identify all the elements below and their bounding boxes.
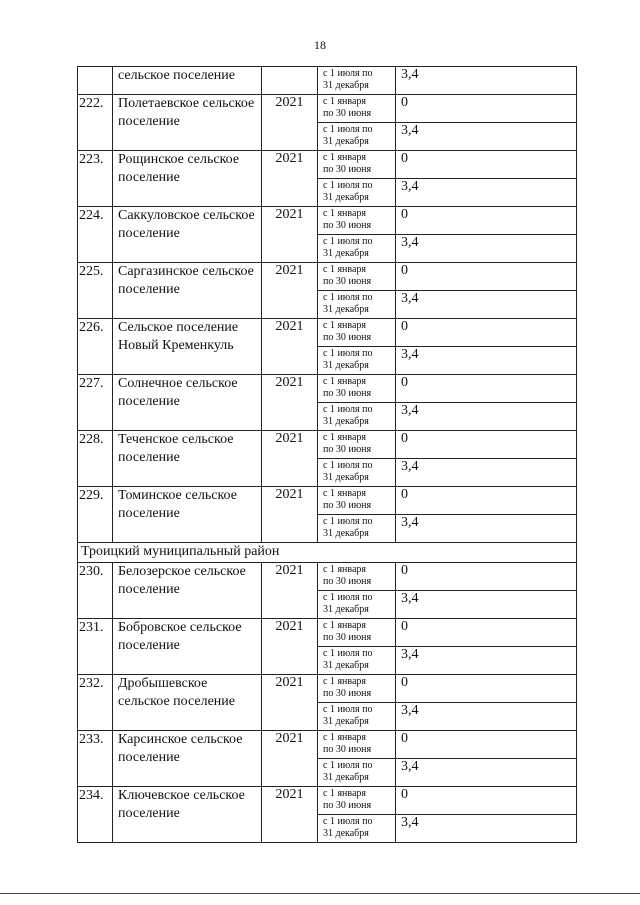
rate-cell: 0 [396,619,577,647]
row-number: 226. [78,319,113,375]
rate-cell: 3,4 [396,759,577,787]
period-cell: с 1 июля по 31 декабря [318,591,396,619]
period-cell: с 1 января по 30 июня [318,151,396,179]
year-cell: 2021 [262,731,318,787]
settlement-name: Ключевское сельское поселение [113,787,262,843]
period-cell: с 1 января по 30 июня [318,431,396,459]
row-number: 227. [78,375,113,431]
rate-cell: 0 [396,375,577,403]
rate-cell: 0 [396,263,577,291]
year-cell: 2021 [262,563,318,619]
settlement-name: Сельское поселение Новый Кременкуль [113,319,262,375]
period-cell: с 1 июля по 31 декабря [318,403,396,431]
period-cell: с 1 июля по 31 декабря [318,291,396,319]
rate-cell: 3,4 [396,591,577,619]
row-number: 223. [78,151,113,207]
table-row [78,67,577,95]
table-row [78,207,577,235]
section-row [78,543,577,563]
row-number: 234. [78,787,113,843]
period-cell: с 1 января по 30 июня [318,675,396,703]
year-cell [262,67,318,95]
settlement-name: Солнечное сельское поселение [113,375,262,431]
rate-cell: 3,4 [396,459,577,487]
year-cell: 2021 [262,787,318,843]
year-cell: 2021 [262,375,318,431]
table-row [78,731,577,759]
settlement-name: Дробышевское сельское поселение [113,675,262,731]
row-number: 222. [78,95,113,151]
rate-cell: 3,4 [396,291,577,319]
rate-cell: 0 [396,731,577,759]
period-cell: с 1 января по 30 июня [318,619,396,647]
period-cell: с 1 июля по 31 декабря [318,123,396,151]
settlement-name: сельское поселение [113,67,262,95]
settlement-name: Томинское сельское поселение [113,487,262,543]
period-cell: с 1 июля по 31 декабря [318,815,396,843]
settlement-name: Теченское сельское поселение [113,431,262,487]
year-cell: 2021 [262,95,318,151]
table-row [78,375,577,403]
settlement-name: Рощинское сельское поселение [113,151,262,207]
rate-cell: 0 [396,431,577,459]
rate-cell: 0 [396,95,577,123]
period-cell: с 1 июля по 31 декабря [318,459,396,487]
period-cell: с 1 июля по 31 декабря [318,703,396,731]
rate-cell: 3,4 [396,235,577,263]
rate-cell: 0 [396,563,577,591]
row-number: 228. [78,431,113,487]
period-cell: с 1 января по 30 июня [318,787,396,815]
rate-cell: 3,4 [396,703,577,731]
rate-cell: 0 [396,675,577,703]
year-cell: 2021 [262,619,318,675]
rate-cell: 0 [396,207,577,235]
period-cell: с 1 июля по 31 декабря [318,235,396,263]
row-number: 230. [78,563,113,619]
year-cell: 2021 [262,207,318,263]
year-cell: 2021 [262,263,318,319]
page-number: 18 [314,38,326,52]
section-title: Троицкий муниципальный район [78,543,577,563]
settlement-name: Карсинское сельское поселение [113,731,262,787]
table-row [78,263,577,291]
year-cell: 2021 [262,151,318,207]
row-number: 233. [78,731,113,787]
rate-cell: 0 [396,151,577,179]
rate-cell: 3,4 [396,403,577,431]
row-number: 229. [78,487,113,543]
year-cell: 2021 [262,431,318,487]
row-number [78,67,113,95]
rate-cell: 3,4 [396,123,577,151]
period-cell: с 1 июля по 31 декабря [318,647,396,675]
settlement-name: Саккуловское сельское поселение [113,207,262,263]
rate-cell: 3,4 [396,515,577,543]
settlements-table [77,66,577,843]
rate-cell: 0 [396,319,577,347]
rate-cell: 3,4 [396,67,577,95]
table-row [78,787,577,815]
row-number: 232. [78,675,113,731]
table-row [78,151,577,179]
rate-cell: 0 [396,787,577,815]
table-row [78,319,577,347]
year-cell: 2021 [262,487,318,543]
row-number: 231. [78,619,113,675]
table-row [78,95,577,123]
period-cell: с 1 января по 30 июня [318,95,396,123]
settlement-name: Полетаевское сельское поселение [113,95,262,151]
rate-cell: 3,4 [396,347,577,375]
rate-cell: 0 [396,487,577,515]
rate-cell: 3,4 [396,647,577,675]
period-cell: с 1 июля по 31 декабря [318,179,396,207]
settlement-name: Бобровское сельское поселение [113,619,262,675]
period-cell: с 1 июля по 31 декабря [318,67,396,95]
period-cell: с 1 января по 30 июня [318,207,396,235]
row-number: 225. [78,263,113,319]
period-cell: с 1 января по 30 июня [318,263,396,291]
settlement-name: Саргазинское сельское поселение [113,263,262,319]
row-number: 224. [78,207,113,263]
period-cell: с 1 июля по 31 декабря [318,515,396,543]
year-cell: 2021 [262,319,318,375]
period-cell: с 1 января по 30 июня [318,375,396,403]
rate-cell: 3,4 [396,815,577,843]
period-cell: с 1 июля по 31 декабря [318,759,396,787]
table-row [78,563,577,591]
table-row [78,675,577,703]
table-row [78,431,577,459]
period-cell: с 1 января по 30 июня [318,563,396,591]
period-cell: с 1 января по 30 июня [318,487,396,515]
table-row [78,619,577,647]
period-cell: с 1 января по 30 июня [318,731,396,759]
period-cell: с 1 июля по 31 декабря [318,347,396,375]
rate-cell: 3,4 [396,179,577,207]
settlement-name: Белозерское сельское поселение [113,563,262,619]
table-row [78,487,577,515]
period-cell: с 1 января по 30 июня [318,319,396,347]
year-cell: 2021 [262,675,318,731]
footer-divider [0,893,640,894]
